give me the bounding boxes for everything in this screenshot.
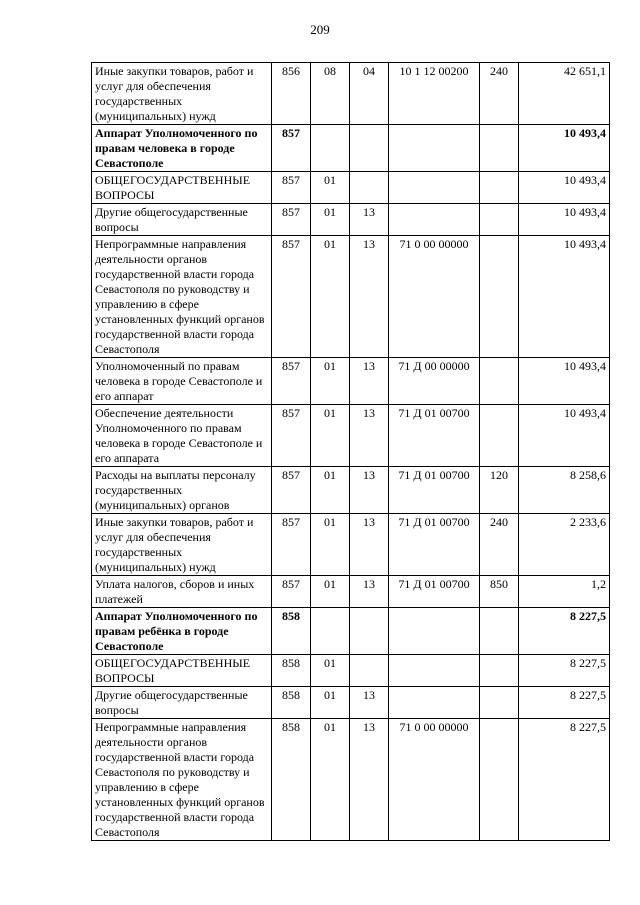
target-article-code: 71 Д 01 00700 — [389, 576, 480, 608]
table-row — [92, 204, 610, 236]
amount: 42 651,1 — [519, 63, 610, 125]
ved-code: 858 — [272, 608, 311, 655]
table-row — [92, 63, 610, 125]
item-name: Обеспечение деятельности Уполномоченного по правам человека в городе Севастополе и его аппарата — [92, 405, 272, 467]
table-row — [92, 687, 610, 719]
target-article-code: 71 Д 00 00000 — [389, 358, 480, 405]
item-name: Расходы на выплаты персоналу государственных (муниципальных) органов — [92, 467, 272, 514]
subsection-code — [350, 125, 389, 172]
subsection-code: 04 — [350, 63, 389, 125]
ved-code: 857 — [272, 405, 311, 467]
expense-type-code — [480, 655, 519, 687]
ved-code: 857 — [272, 204, 311, 236]
item-name: Непрограммные направления деятельности органов государственной власти города Севастополя по руководству и управлению в сфере установленных функций органов государственной власти города Севастополя — [92, 236, 272, 358]
ved-code: 858 — [272, 719, 311, 841]
subsection-code: 13 — [350, 719, 389, 841]
subsection-code — [350, 172, 389, 204]
ved-code: 857 — [272, 236, 311, 358]
subsection-code: 13 — [350, 405, 389, 467]
item-name: Аппарат Уполномоченного по правам человека в городе Севастополе — [92, 125, 272, 172]
target-article-code — [389, 687, 480, 719]
table-row — [92, 608, 610, 655]
table-row — [92, 655, 610, 687]
item-name: Другие общегосударственные вопросы — [92, 687, 272, 719]
item-name: ОБЩЕГОСУДАРСТВЕННЫЕ ВОПРОСЫ — [92, 655, 272, 687]
item-name: Уполномоченный по правам человека в городе Севастополе и его аппарат — [92, 358, 272, 405]
target-article-code: 71 Д 01 00700 — [389, 514, 480, 576]
target-article-code: 71 0 00 00000 — [389, 719, 480, 841]
table-row — [92, 514, 610, 576]
expense-type-code — [480, 719, 519, 841]
expense-type-code — [480, 172, 519, 204]
item-name: Иные закупки товаров, работ и услуг для обеспечения государственных (муниципальных) нужд — [92, 514, 272, 576]
target-article-code — [389, 204, 480, 236]
ved-code: 858 — [272, 655, 311, 687]
table-row — [92, 125, 610, 172]
target-article-code — [389, 125, 480, 172]
table-row — [92, 576, 610, 608]
section-code: 01 — [311, 405, 350, 467]
section-code: 01 — [311, 576, 350, 608]
amount: 8 227,5 — [519, 655, 610, 687]
subsection-code: 13 — [350, 576, 389, 608]
target-article-code — [389, 172, 480, 204]
item-name: Иные закупки товаров, работ и услуг для обеспечения государственных (муниципальных) нужд — [92, 63, 272, 125]
section-code — [311, 125, 350, 172]
section-code: 01 — [311, 687, 350, 719]
section-code: 01 — [311, 172, 350, 204]
section-code: 01 — [311, 514, 350, 576]
ved-code: 858 — [272, 687, 311, 719]
section-code: 01 — [311, 655, 350, 687]
item-name: Аппарат Уполномоченного по правам ребёнка в городе Севастополе — [92, 608, 272, 655]
expense-type-code: 120 — [480, 467, 519, 514]
ved-code: 857 — [272, 358, 311, 405]
expense-type-code — [480, 236, 519, 358]
section-code: 08 — [311, 63, 350, 125]
subsection-code: 13 — [350, 236, 389, 358]
target-article-code: 71 0 00 00000 — [389, 236, 480, 358]
amount: 2 233,6 — [519, 514, 610, 576]
ved-code: 857 — [272, 576, 311, 608]
expense-type-code: 240 — [480, 514, 519, 576]
expense-type-code — [480, 358, 519, 405]
target-article-code: 10 1 12 00200 — [389, 63, 480, 125]
amount: 10 493,4 — [519, 405, 610, 467]
item-name: ОБЩЕГОСУДАРСТВЕННЫЕ ВОПРОСЫ — [92, 172, 272, 204]
ved-code: 857 — [272, 125, 311, 172]
amount: 8 227,5 — [519, 687, 610, 719]
amount: 10 493,4 — [519, 358, 610, 405]
budget-table-body — [92, 63, 610, 841]
amount: 8 258,6 — [519, 467, 610, 514]
ved-code: 856 — [272, 63, 311, 125]
expense-type-code: 240 — [480, 63, 519, 125]
subsection-code — [350, 655, 389, 687]
section-code: 01 — [311, 236, 350, 358]
section-code: 01 — [311, 467, 350, 514]
table-row — [92, 719, 610, 841]
expense-type-code — [480, 125, 519, 172]
amount: 8 227,5 — [519, 608, 610, 655]
expense-type-code — [480, 204, 519, 236]
target-article-code — [389, 655, 480, 687]
subsection-code: 13 — [350, 467, 389, 514]
table-row — [92, 467, 610, 514]
expense-type-code — [480, 608, 519, 655]
amount: 10 493,4 — [519, 236, 610, 358]
subsection-code: 13 — [350, 358, 389, 405]
table-row — [92, 358, 610, 405]
item-name: Другие общегосударственные вопросы — [92, 204, 272, 236]
expense-type-code — [480, 687, 519, 719]
expense-type-code: 850 — [480, 576, 519, 608]
amount: 10 493,4 — [519, 125, 610, 172]
item-name: Уплата налогов, сборов и иных платежей — [92, 576, 272, 608]
table-row — [92, 236, 610, 358]
subsection-code — [350, 608, 389, 655]
table-row — [92, 172, 610, 204]
page-number: 209 — [310, 22, 330, 37]
section-code: 01 — [311, 204, 350, 236]
ved-code: 857 — [272, 514, 311, 576]
subsection-code: 13 — [350, 204, 389, 236]
ved-code: 857 — [272, 172, 311, 204]
section-code — [311, 608, 350, 655]
subsection-code: 13 — [350, 514, 389, 576]
item-name: Непрограммные направления деятельности органов государственной власти города Севастополя по руководству и управлению в сфере установленных функций органов государственной власти города Севастополя — [92, 719, 272, 841]
section-code: 01 — [311, 719, 350, 841]
ved-code: 857 — [272, 467, 311, 514]
section-code: 01 — [311, 358, 350, 405]
amount: 1,2 — [519, 576, 610, 608]
amount: 10 493,4 — [519, 204, 610, 236]
table-row — [92, 405, 610, 467]
target-article-code — [389, 608, 480, 655]
target-article-code: 71 Д 01 00700 — [389, 405, 480, 467]
subsection-code: 13 — [350, 687, 389, 719]
target-article-code: 71 Д 01 00700 — [389, 467, 480, 514]
amount: 8 227,5 — [519, 719, 610, 841]
expense-type-code — [480, 405, 519, 467]
budget-table — [91, 62, 610, 841]
amount: 10 493,4 — [519, 172, 610, 204]
